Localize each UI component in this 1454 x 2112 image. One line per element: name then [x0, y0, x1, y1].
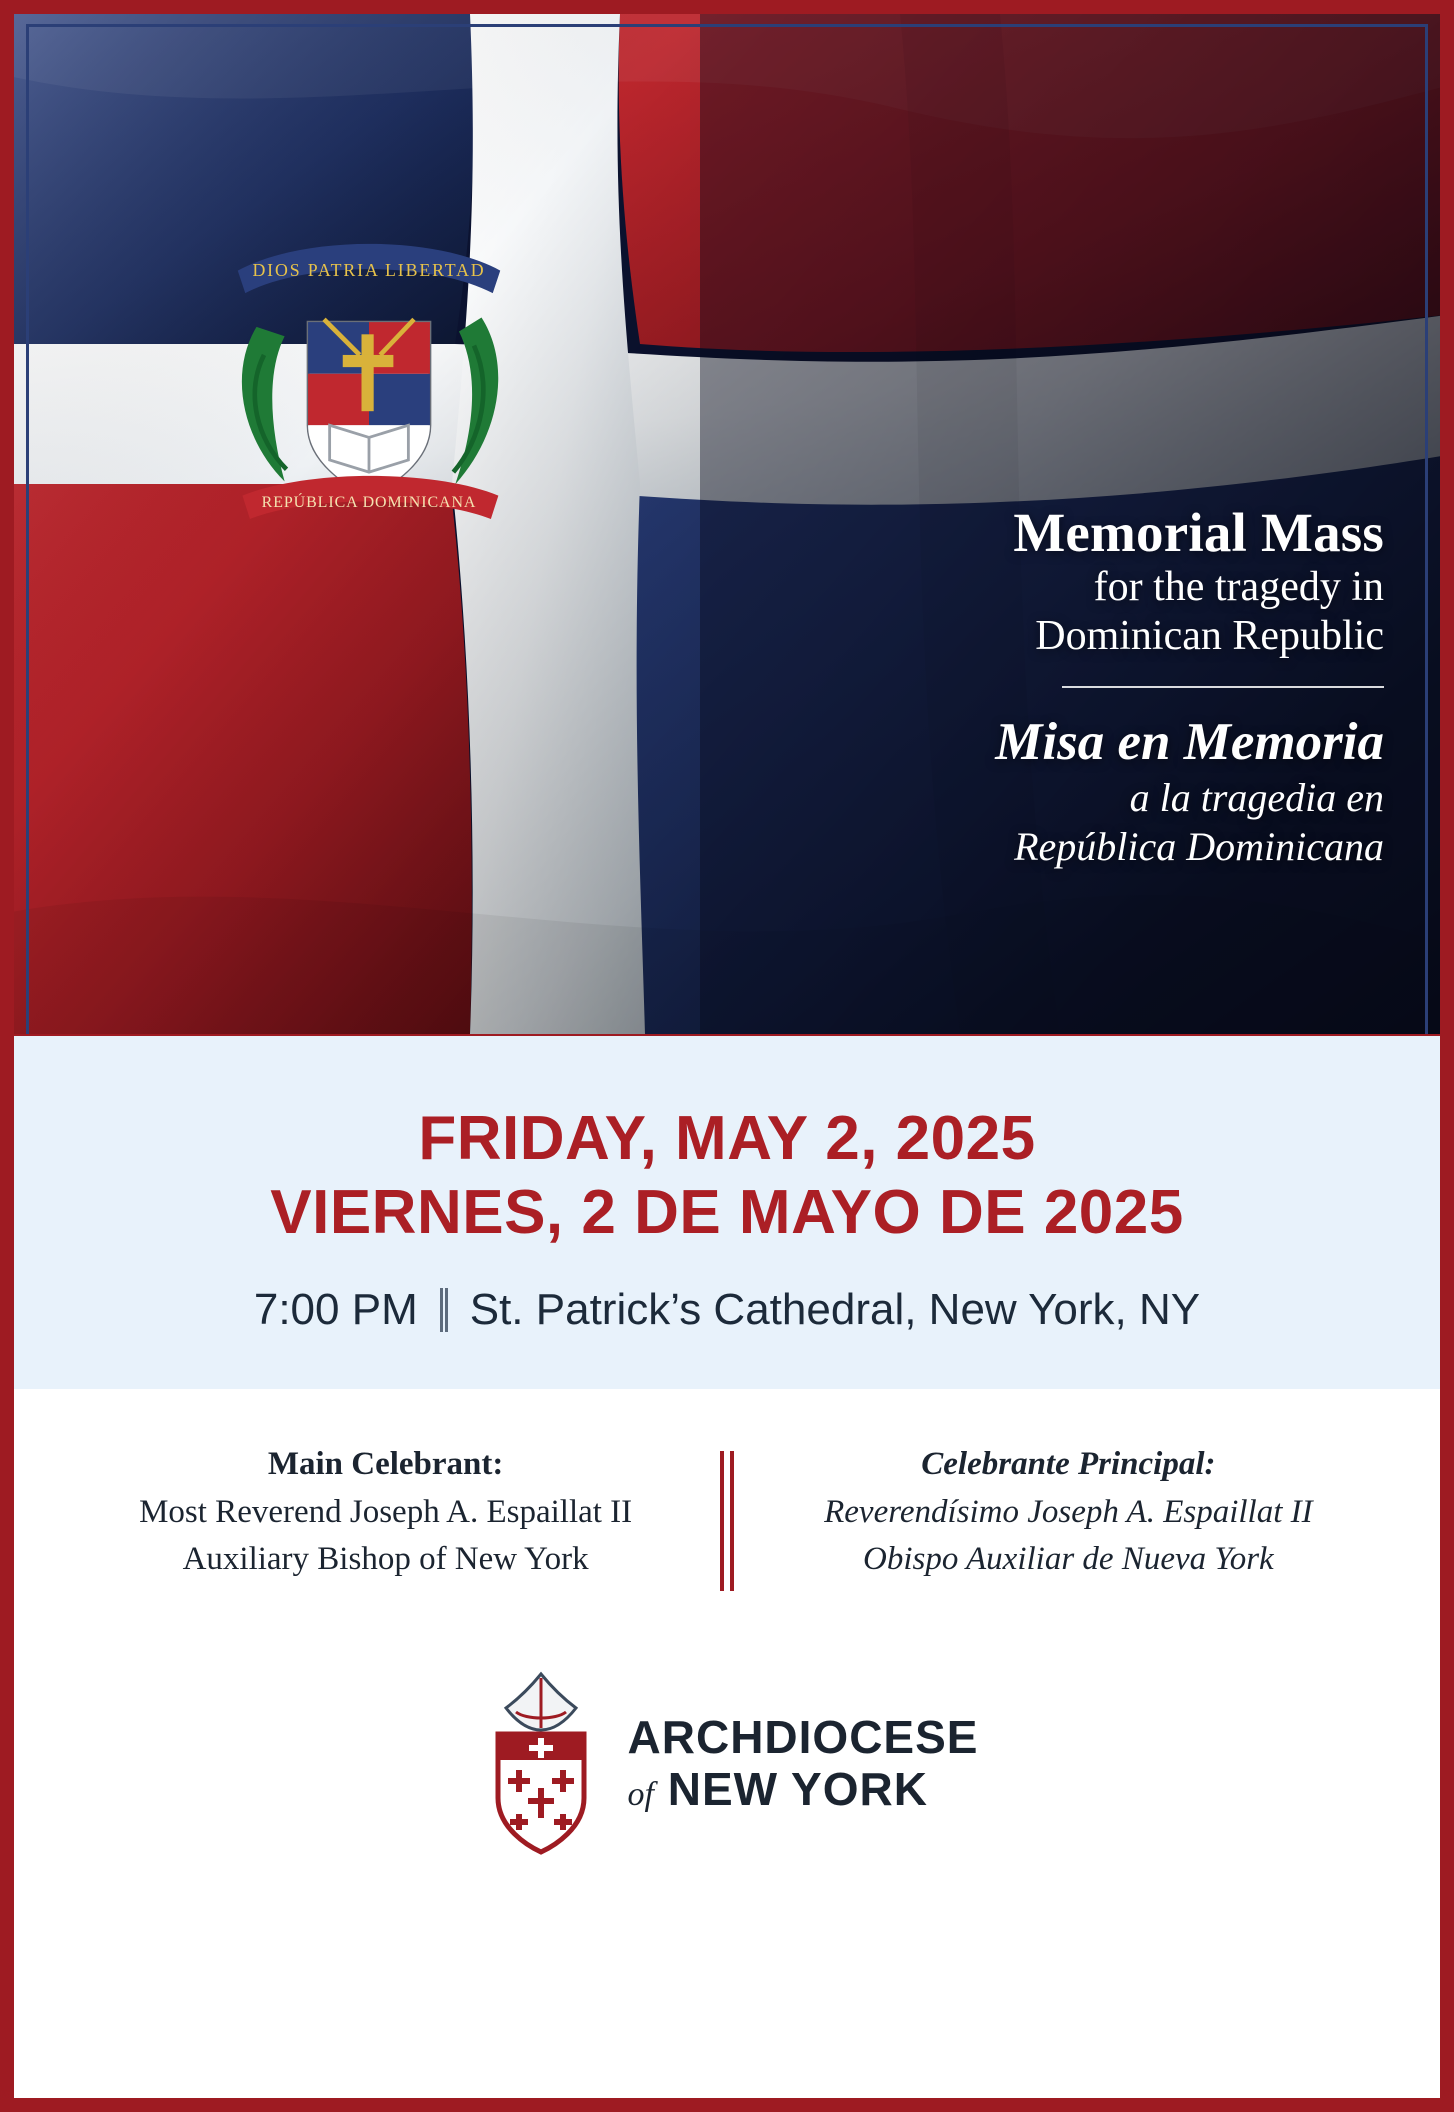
logo-new-york-word: NEW YORK	[667, 1763, 928, 1816]
event-venue: St. Patrick’s Cathedral, New York, NY	[469, 1284, 1201, 1334]
title-spanish-main: Misa en Memoria	[995, 713, 1384, 772]
celebrants-section	[14, 1389, 1440, 1585]
celebrant-position-spanish: Obispo Auxiliar de Nueva York	[863, 1541, 1274, 1578]
celebrant-role-english: Main Celebrant:	[267, 1445, 504, 1482]
title-english-main: Memorial Mass	[1013, 502, 1384, 563]
title-english-sub-line-1: for the tragedy in	[1093, 564, 1384, 611]
celebrant-role-spanish: Celebrante Principal:	[921, 1445, 1216, 1482]
time-venue-row	[14, 1285, 1440, 1335]
title-spanish-sub-line-1: a la tragedia en	[1129, 774, 1384, 820]
archdiocese-crest-icon	[476, 1668, 606, 1858]
logo-line-new-york	[627, 1763, 979, 1816]
logo-of-word: of	[627, 1776, 654, 1814]
coat-of-arms-icon	[219, 214, 519, 524]
event-time: 7:00 PM	[253, 1284, 418, 1334]
double-bar-divider-icon	[440, 1288, 448, 1332]
title-english-sub-line-2: Dominican Republic	[1035, 613, 1384, 660]
archdiocese-logo	[14, 1668, 1440, 1858]
svg-text:REPÚBLICA DOMINICANA: REPÚBLICA DOMINICANA	[261, 493, 477, 511]
hero-title-block	[764, 504, 1384, 869]
hero-flag-section	[14, 14, 1440, 1034]
logo-line-archdiocese: ARCHDIOCESE	[627, 1711, 979, 1764]
archdiocese-wordmark	[627, 1711, 979, 1816]
celebrants-divider	[720, 1445, 734, 1585]
celebrant-position-english: Auxiliary Bishop of New York	[182, 1541, 589, 1578]
celebrant-name-english: Most Reverend Joseph A. Espaillat II	[139, 1493, 633, 1530]
celebrant-spanish	[768, 1441, 1369, 1585]
date-spanish: VIERNES, 2 DE MAYO DE 2025	[270, 1178, 1184, 1248]
svg-text:DIOS PATRIA LIBERTAD: DIOS PATRIA LIBERTAD	[252, 260, 486, 281]
title-divider	[1062, 686, 1384, 688]
date-english: FRIDAY, MAY 2, 2025	[418, 1104, 1036, 1173]
date-band	[14, 1034, 1440, 1389]
title-spanish-sub-line-2: República Dominicana	[1014, 823, 1384, 869]
celebrant-name-spanish: Reverendísimo Joseph A. Espaillat II	[824, 1493, 1313, 1530]
celebrant-english	[85, 1441, 686, 1585]
